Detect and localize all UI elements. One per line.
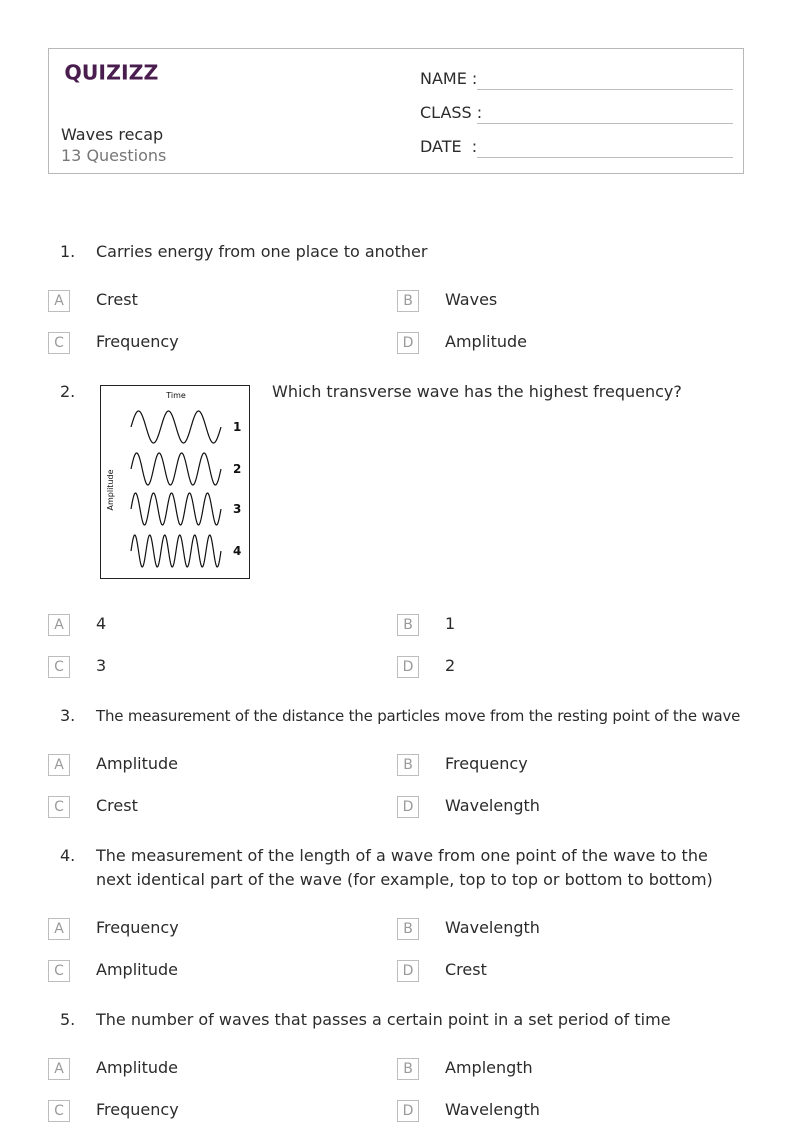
q1-option-c-text: Frequency (96, 332, 179, 351)
q1-option-d-box[interactable]: D (397, 332, 419, 354)
question-4-number: 4. (60, 846, 76, 865)
q5-option-a-box[interactable]: A (48, 1058, 70, 1080)
question-3-number: 3. (60, 706, 76, 725)
quizizz-logo (61, 59, 161, 87)
question-4-text: The measurement of the length of a wave from one point of the wave to the next identical part of the wave (for example, top to top or bottom to bottom) (96, 846, 713, 889)
question-3-text: The measurement of the distance the particles move from the resting point of the wave (96, 707, 741, 725)
wave-4-line (131, 535, 221, 567)
q5-option-d-box[interactable]: D (397, 1100, 419, 1122)
wave-2-line (131, 453, 221, 485)
question-count: 13 Questions (61, 146, 167, 165)
q2-option-a-box[interactable]: A (48, 614, 70, 636)
q4-option-a-box[interactable]: A (48, 918, 70, 940)
class-line (477, 123, 733, 124)
wave-3-line (131, 493, 221, 525)
figure-amplitude-label: Amplitude (106, 469, 115, 511)
q1-option-d-text: Amplitude (445, 332, 527, 351)
q3-option-d-box[interactable]: D (397, 796, 419, 818)
q3-option-c-box[interactable]: C (48, 796, 70, 818)
name-line (477, 89, 733, 90)
q5-option-b-text: Amplength (445, 1058, 533, 1077)
q2-option-d-box[interactable]: D (397, 656, 419, 678)
q5-option-c-box[interactable]: C (48, 1100, 70, 1122)
q4-option-d-box[interactable]: D (397, 960, 419, 982)
date-label: DATE : (420, 137, 478, 156)
wave-2-label: 2 (233, 462, 242, 476)
q5-option-c-text: Frequency (96, 1100, 179, 1119)
q2-option-a-text: 4 (96, 614, 107, 633)
q1-option-a-text: Crest (96, 290, 138, 309)
figure-time-label: Time (166, 391, 186, 400)
q2-option-c-box[interactable]: C (48, 656, 70, 678)
q4-option-b-box[interactable]: B (397, 918, 419, 940)
worksheet-title: Waves recap (61, 125, 164, 144)
wave-figure (100, 385, 250, 579)
q2-option-d-text: 2 (445, 656, 456, 675)
question-5-text: The number of waves that passes a certain point in a set period of time (96, 1010, 671, 1029)
wave-diagram (101, 386, 249, 578)
q3-option-a-text: Amplitude (96, 754, 178, 773)
q2-option-c-text: 3 (96, 656, 107, 675)
q2-option-b-box[interactable]: B (397, 614, 419, 636)
q3-option-d-text: Wavelength (445, 796, 540, 815)
worksheet-header (48, 48, 744, 174)
name-label: NAME : (420, 69, 478, 88)
question-1-number: 1. (60, 242, 76, 261)
q5-option-b-box[interactable]: B (397, 1058, 419, 1080)
wave-1-line (131, 411, 221, 443)
question-2-number: 2. (60, 382, 76, 401)
q5-option-a-text: Amplitude (96, 1058, 178, 1077)
q4-option-c-text: Amplitude (96, 960, 178, 979)
date-line (477, 157, 733, 158)
q3-option-c-text: Crest (96, 796, 138, 815)
wave-1-label: 1 (233, 420, 242, 434)
q2-option-b-text: 1 (445, 614, 456, 633)
q3-option-b-text: Frequency (445, 754, 528, 773)
question-2-text: Which transverse wave has the highest frequency? (272, 382, 682, 401)
wave-3-label: 3 (233, 502, 242, 516)
q3-option-a-box[interactable]: A (48, 754, 70, 776)
q3-option-b-box[interactable]: B (397, 754, 419, 776)
svg-text:QUIZIZZ: QUIZIZZ (64, 60, 159, 85)
q4-option-d-text: Crest (445, 960, 487, 979)
wave-4-label: 4 (233, 544, 242, 558)
q4-option-c-box[interactable]: C (48, 960, 70, 982)
q1-option-c-box[interactable]: C (48, 332, 70, 354)
q4-option-a-text: Frequency (96, 918, 179, 937)
q4-option-b-text: Wavelength (445, 918, 540, 937)
q1-option-a-box[interactable]: A (48, 290, 70, 312)
question-5-number: 5. (60, 1010, 76, 1029)
q5-option-d-text: Wavelength (445, 1100, 540, 1119)
q1-option-b-box[interactable]: B (397, 290, 419, 312)
question-1-text: Carries energy from one place to another (96, 242, 428, 261)
q1-option-b-text: Waves (445, 290, 498, 309)
class-label: CLASS : (420, 103, 483, 122)
